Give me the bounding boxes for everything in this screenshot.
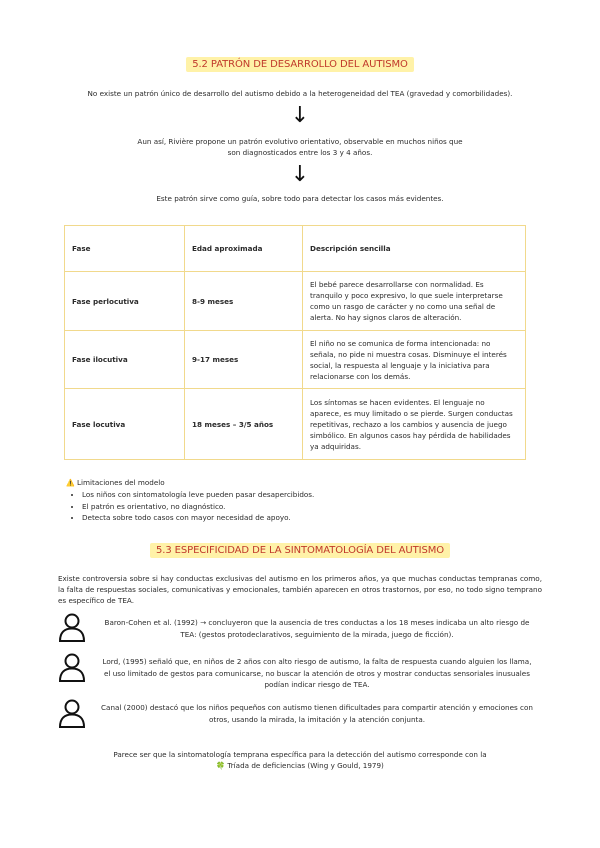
person-icon <box>58 612 86 642</box>
study-baron-cohen <box>92 617 542 640</box>
header-description: Descripción sencilla <box>303 226 526 272</box>
guide-text: Este patrón sirve como guía, sobre todo para detectar los casos más evidentes. <box>156 194 444 203</box>
limitations-block <box>66 477 536 524</box>
study-line: Baron-Cohen et al. (1992) → concluyeron que la ausencia de tres conductas a los 18 meses indicaba un alto riesgo de <box>104 618 530 627</box>
riviere-line-2: son diagnosticados entre los 3 y 4 años. <box>227 148 373 157</box>
controversy-text: Existe controversia sobre si hay conductas exclusivas del autismo en los primeros años, ya que muchas conductas tempranas como, la falta de respuestas sociales, comunicativas y emocionales, también aparecen en otros trastornos, por eso, no todo signo temprano es específico de TEA. <box>58 574 542 605</box>
riviere-text <box>0 136 600 158</box>
person-icon <box>58 698 86 728</box>
riviere-line-1: Aun así, Rivière propone un patrón evolutivo orientativo, observable en muchos niños que <box>137 137 463 146</box>
section-title-specificity-text: 5.3 ESPECIFICIDAD DE LA SINTOMATOLOGÍA DEL AUTISMO <box>150 543 450 558</box>
header-age: Edad aproximada <box>185 226 303 272</box>
arrow-down-icon: ↓ <box>290 162 310 187</box>
study-lord <box>92 656 542 691</box>
list-item: • Detecta sobre todo casos con mayor necesidad de apoyo. <box>82 512 536 524</box>
study-line: el uso limitado de gestos para comunicarse, no buscar la atención de otros y mostrar conductas sensoriales inusuales <box>104 668 530 678</box>
phase-age: 8-9 meses <box>185 272 303 331</box>
person-icon <box>58 652 86 682</box>
phase-name: Fase locutiva <box>65 389 185 460</box>
table-row <box>65 331 526 389</box>
limitations-list <box>66 489 536 524</box>
phase-age: 18 meses – 3/5 años <box>185 389 303 460</box>
phase-description: Los síntomas se hacen evidentes. El lenguaje no aparece, es muy limitado o se pierde. Surgen conductas repetitivas, rechazo a los cambios y ausencia de juego simbólico. En algunos casos hay pérdida de habilidades ya adquiridas. <box>303 389 526 460</box>
section-title-pattern <box>0 52 600 71</box>
phase-description: El bebé parece desarrollarse con normalidad. Es tranquilo y poco expresivo, lo que suele interpretarse como un rasgo de carácter y no como una señal de alerta. No hay signos claros de alteración. <box>303 272 526 331</box>
conclusion-line-2 <box>0 760 600 771</box>
study-canal <box>92 702 542 725</box>
conclusion-text <box>0 749 600 771</box>
study-line: podían indicar riesgo de TEA. <box>264 680 370 689</box>
list-item: • El patrón es orientativo, no diagnóstico. <box>82 501 536 513</box>
limitations-heading <box>66 477 536 489</box>
header-phase: Fase <box>65 226 185 272</box>
conclusion-reference: Tríada de deficiencias (Wing y Gould, 1979) <box>227 761 384 770</box>
phase-age: 9-17 meses <box>185 331 303 389</box>
intro-text: No existe un patrón único de desarrollo del autismo debido a la heterogeneidad del TEA (gravedad y comorbilidades). <box>87 89 513 98</box>
study-line: TEA: (gestos protodeclarativos, seguimiento de la mirada, juego de ficción). <box>180 629 454 639</box>
section-title-specificity <box>0 538 600 557</box>
phase-name: Fase perlocutiva <box>65 272 185 331</box>
table-header-row <box>65 226 526 272</box>
limitations-title: Limitaciones del modelo <box>77 478 165 487</box>
conclusion-line-1: Parece ser que la sintomatología temprana específica para la detección del autismo corresponde con la <box>113 750 487 759</box>
phase-description: El niño no se comunica de forma intencionada: no señala, no pide ni muestra cosas. Disminuye el interés social, la respuesta al lenguaje y la iniciativa para relacionarse con los demás. <box>303 331 526 389</box>
warning-icon: ⚠️ <box>66 479 75 487</box>
clover-icon: 🍀 <box>216 761 226 770</box>
study-line: otros, usando la mirada, la imitación y la atención conjunta. <box>208 714 426 724</box>
table-row <box>65 272 526 331</box>
study-line: Canal (2000) destacó que los niños pequeños con autismo tienen dificultades para compartir atención y emociones con <box>101 703 533 712</box>
section-title-pattern-text: 5.2 PATRÓN DE DESARROLLO DEL AUTISMO <box>186 57 414 72</box>
phase-name: Fase ilocutiva <box>65 331 185 389</box>
arrow-down-icon: ↓ <box>290 103 310 128</box>
phases-table <box>64 225 526 460</box>
table-row <box>65 389 526 460</box>
list-item: • Los niños con sintomatología leve pueden pasar desapercibidos. <box>82 489 536 501</box>
study-line: Lord, (1995) señaló que, en niños de 2 años con alto riesgo de autismo, la falta de respuesta cuando alguien los llama, <box>102 657 532 666</box>
